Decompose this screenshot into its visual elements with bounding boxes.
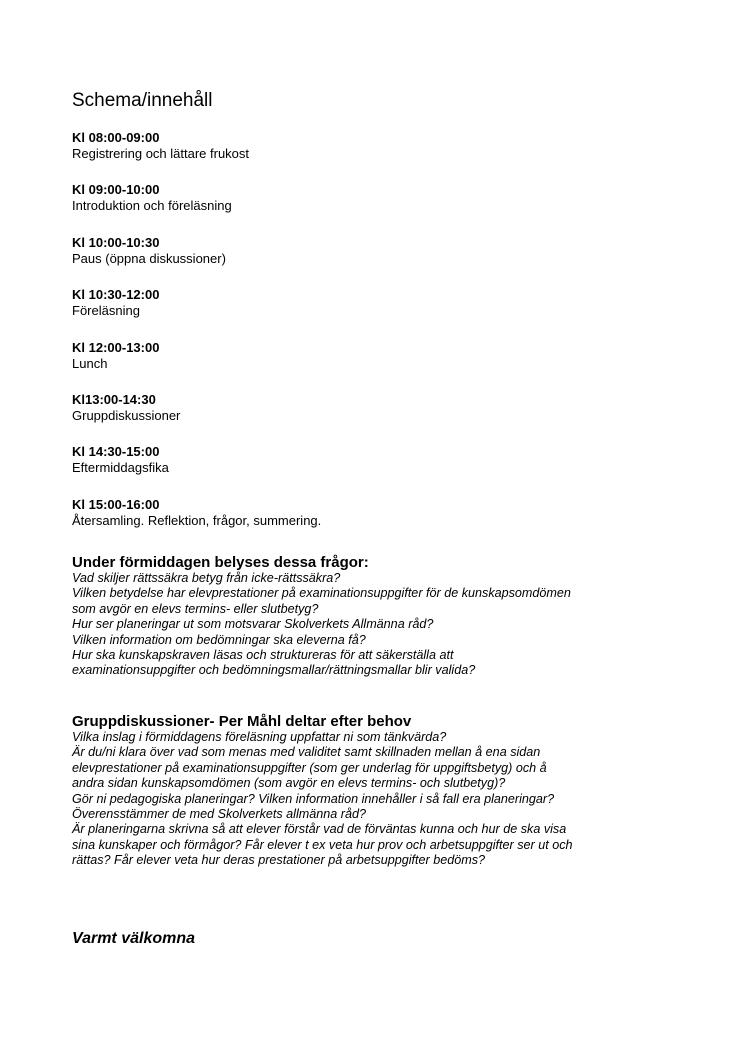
morning-questions-title: Under förmiddagen belyses dessa frågor: bbox=[72, 554, 369, 571]
schedule-time: Kl 15:00-16:00 bbox=[72, 496, 160, 512]
schedule-time: Kl 14:30-15:00 bbox=[72, 444, 160, 460]
question-line: Vad skiljer rättssäkra betyg från icke-rättssäkra? bbox=[72, 571, 341, 585]
question-line: Vilken betydelse har elevprestationer på examinationsuppgifter för de kunskapsomdömen bbox=[72, 586, 571, 601]
question-line: Vilken information om bedömningar ska eleverna få? bbox=[72, 632, 366, 647]
group-discussion-list bbox=[72, 730, 692, 869]
page-title: Schema/innehåll bbox=[72, 90, 213, 111]
group-discussion-title: Gruppdiskussioner- Per Måhl deltar efter behov bbox=[72, 713, 412, 730]
schedule-description: Föreläsning bbox=[72, 303, 140, 319]
schedule-description: Introduktion och föreläsning bbox=[72, 198, 232, 214]
closing-greeting: Varmt välkomna bbox=[72, 930, 196, 947]
morning-questions-section bbox=[72, 554, 692, 679]
question-line: som avgör en elevs termins- eller slutbetyg? bbox=[72, 601, 319, 616]
schedule-time: Kl 12:00-13:00 bbox=[72, 339, 160, 355]
question-line: Hur ska kunskapskraven läsas och struktureras för att säkerställa att bbox=[72, 648, 454, 663]
schedule-item bbox=[72, 392, 321, 444]
schedule-item bbox=[72, 182, 321, 234]
question-line: sina kunskaper och förmågor? Får elever t ex veta hur prov och arbetsuppgifter ser ut och bbox=[72, 837, 573, 852]
question-line: Överensstämmer de med Skolverkets allmänna råd? bbox=[72, 807, 366, 822]
schedule-description: Eftermiddagsfika bbox=[72, 460, 169, 476]
question-line: Är du/ni klara över vad som menas med validitet samt skillnaden mellan å ena sidan bbox=[72, 745, 541, 760]
morning-questions-list bbox=[72, 571, 692, 679]
schedule-time: Kl13:00-14:30 bbox=[72, 391, 156, 407]
schedule-item bbox=[72, 497, 321, 549]
schedule-item bbox=[72, 340, 321, 392]
question-line: elevprestationer på examinationsuppgifter (som ger underlag för uppgiftsbetyg) och å bbox=[72, 760, 547, 775]
group-discussion-section bbox=[72, 713, 692, 869]
question-line: Vilka inslag i förmiddagens föreläsning uppfattar ni som tänkvärda? bbox=[72, 730, 447, 744]
schedule-item bbox=[72, 287, 321, 339]
question-line: examinationsuppgifter och bedömningsmallar/rättningsmallar blir valida? bbox=[72, 663, 476, 678]
schedule-time: Kl 10:00-10:30 bbox=[72, 234, 160, 250]
schedule-item bbox=[72, 130, 321, 182]
schedule-description: Registrering och lättare frukost bbox=[72, 146, 250, 161]
question-line: Hur ser planeringar ut som motsvarar Skolverkets Allmänna råd? bbox=[72, 617, 434, 632]
schedule-description: Återsamling. Reflektion, frågor, summering. bbox=[72, 512, 322, 528]
schedule-item bbox=[72, 235, 321, 287]
schedule-time: Kl 10:30-12:00 bbox=[72, 287, 160, 303]
schedule-item bbox=[72, 444, 321, 496]
question-line: Gör ni pedagogiska planeringar? Vilken information innehåller i så fall era planeringar? bbox=[72, 791, 555, 806]
schedule-time: Kl 08:00-09:00 bbox=[72, 130, 160, 145]
schedule-description: Lunch bbox=[72, 355, 108, 371]
schedule-list bbox=[72, 130, 321, 549]
question-line: Är planeringarna skrivna så att elever förstår vad de förväntas kunna och hur de ska visa bbox=[72, 822, 567, 837]
question-line: andra sidan kunskapsomdömen (som avgör en elevs termins- och slutbetyg)? bbox=[72, 776, 506, 791]
schedule-description: Paus (öppna diskussioner) bbox=[72, 250, 226, 266]
schedule-time: Kl 09:00-10:00 bbox=[72, 182, 160, 198]
schedule-description: Gruppdiskussioner bbox=[72, 407, 181, 423]
question-line: rättas? Får elever veta hur deras prestationer på arbetsuppgifter bedöms? bbox=[72, 853, 486, 868]
